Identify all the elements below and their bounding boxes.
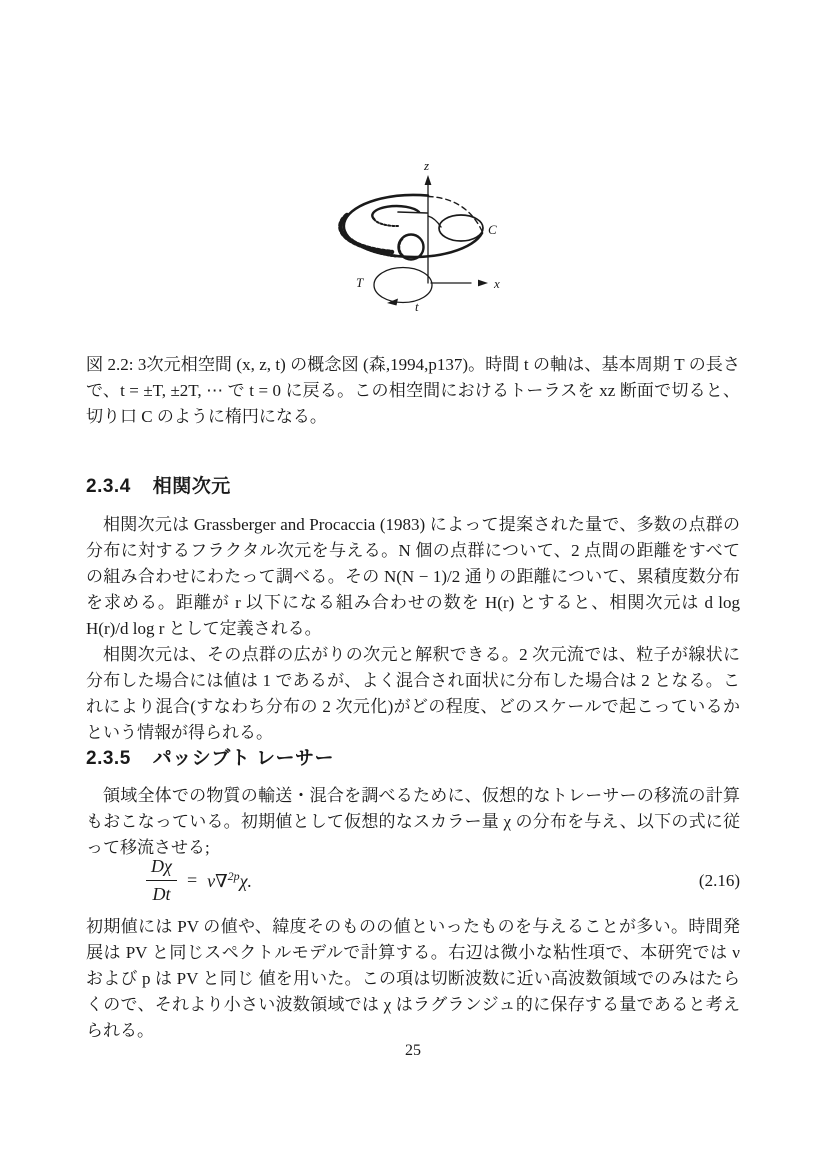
equation-2-16 <box>86 856 740 905</box>
z-axis-arrowhead <box>425 175 432 185</box>
equation-equals: = <box>185 870 199 890</box>
equation-fraction <box>146 856 177 905</box>
equation-rhs-base: ν∇ <box>207 871 228 891</box>
section-number: 2.3.4 <box>86 476 131 497</box>
equation-math <box>146 856 252 905</box>
torus-inner-edge <box>398 212 427 213</box>
cross-section-ellipse <box>439 215 483 241</box>
period-label: T <box>356 275 364 290</box>
phase-space-figure <box>328 150 524 330</box>
section-heading-passive-tracer <box>86 745 740 772</box>
cross-section-label: C <box>488 222 497 237</box>
section-number: 2.3.5 <box>86 748 131 769</box>
time-circle-arrowhead <box>387 299 398 306</box>
paragraph: 領域全体での物質の輸送・混合を調べるために、仮想的なトレーサーの移流の計算もおこなっている。初期値として仮想的なスカラー量 χ の分布を与え、以下の式に従って移流させる; <box>86 786 740 857</box>
torus-hole-lower-edge <box>374 219 398 226</box>
torus-drawing <box>328 150 524 330</box>
equation-denominator: Dt <box>152 884 171 904</box>
section-title: パッシブト レーサー <box>152 748 335 769</box>
time-label: t <box>415 299 419 314</box>
equation-rhs-exponent: 2p <box>227 869 240 883</box>
equation-number: (2.16) <box>698 870 740 890</box>
paragraph: 相関次元は、その点群の広がりの次元と解釈できる。2 次元流では、粒子が線状に分布した場合には値は 1 であるが、よく混合され面状に分布した場合は 2 となる。これにより混合(すなわち分布の 2 次元化)がどの程度、どのスケールで起こっているかという情報が得られる。 <box>86 645 740 742</box>
equation-rhs-tail: χ. <box>239 871 253 891</box>
z-axis-label: z <box>424 158 430 173</box>
paragraph: 相関次元は Grassberger and Procaccia (1983) によって提案された量で、多数の点群の分布に対するフラクタル次元を与える。N 個の点群について、2 点間の距離をすべての組み合わせにわたって調べる。その N(N − 1)/2 通りの距離について、累積度数分布を求める。距離が r 以下になる組み合わせの数を H(r) とすると、相関次元は d log H(r)/d log r として定義される。 <box>86 515 740 638</box>
section-title: 相関次元 <box>152 476 231 497</box>
x-axis-arrowhead <box>478 280 488 287</box>
torus-hidden-rim-dashed <box>428 197 482 232</box>
torus-shading-band <box>340 215 392 252</box>
section-heading-correlation-dimension <box>86 473 740 500</box>
equation-numerator: Dχ <box>146 856 177 881</box>
page-number: 25 <box>405 1042 421 1059</box>
x-axis-label: x <box>494 276 500 291</box>
equation-rhs <box>207 869 252 892</box>
figure-caption: 図 2.2: 3次元相空間 (x, z, t) の概念図 (森,1994,p137)。時間 t の軸は、基本周期 T の長さで、t = ±T, ±2T, ⋯ で t = 0 に戻る。この相空間におけるトーラスを xz 断面で切ると、切り口 C のように楕円になる。 <box>86 355 740 426</box>
time-circle <box>374 268 432 303</box>
paragraph: 初期値には PV の値や、緯度そのものの値といったものを与えることが多い。時間発展は PV と同じスペクトルモデルで計算する。右辺は微小な粘性項で、本研究では ν および p は PV と同じ 値を用いた。この項は切断波数に近い高波数領域でのみはたらくので、それより小さい波数領域では χ はラグランジュ的に保存する量であると考えられる。 <box>86 917 740 1040</box>
